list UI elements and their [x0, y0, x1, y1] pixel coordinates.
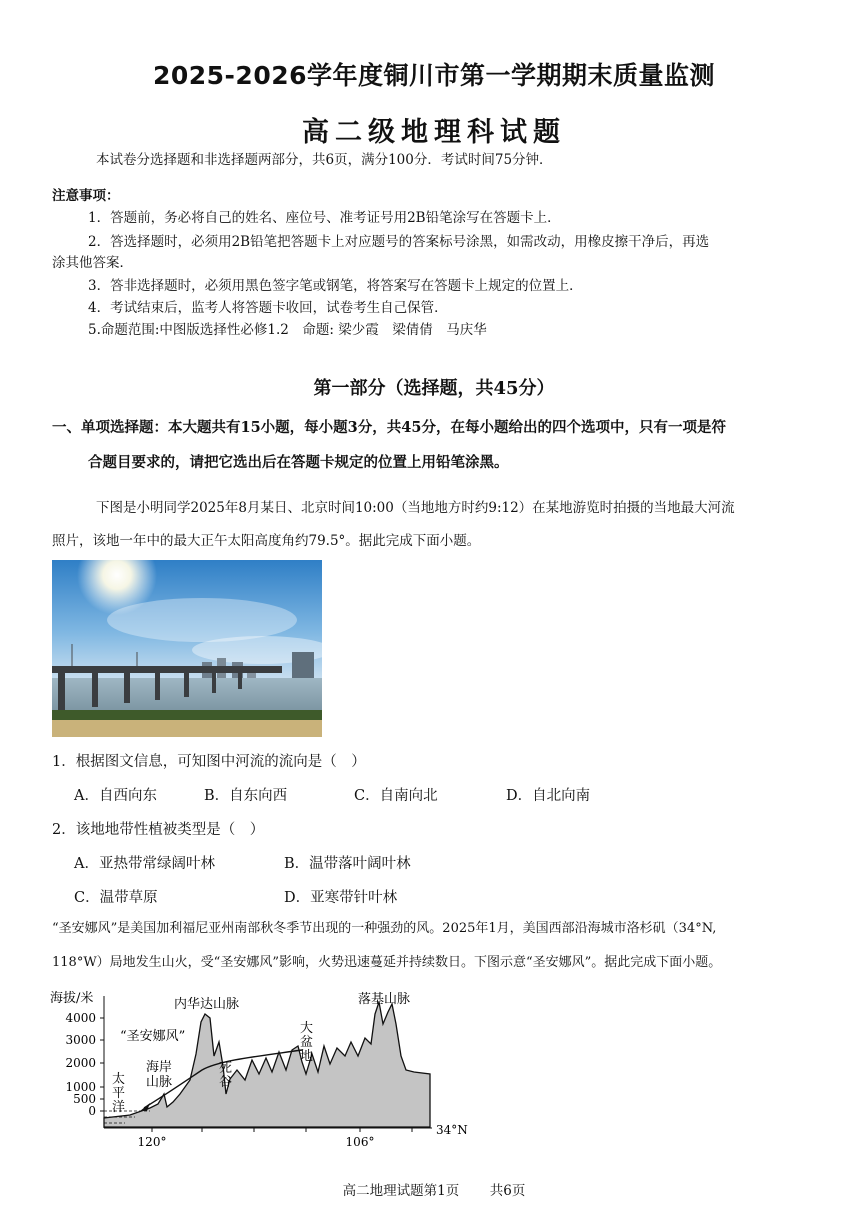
footer-page: 高二地理试题第1页 — [342, 1183, 460, 1199]
santa-ana-wind-diagram — [40, 984, 480, 1154]
q1-option-c[interactable]: C．自南向北 — [354, 788, 438, 804]
note-2-cont: 涂其他答案． — [52, 255, 133, 271]
note-2: 2．答选择题时，必须用2B铅笔把答题卡上对应题号的答案标号涂黑，如需改动，用橡皮擦干净后，再选 — [88, 234, 710, 250]
q2-option-a[interactable]: A．亚热带常绿阔叶林 — [74, 856, 215, 872]
nevada-label: 内华达山脉 — [174, 997, 240, 1012]
x-tick-106: 106° — [345, 1135, 375, 1149]
passage2-line1: “圣安娜风”是美国加利福尼亚州南部秋冬季节出现的一种强劲的风。2025年1月，美国西部沿海城市洛杉矶（34°N, — [52, 921, 717, 936]
passage1-line2: 照片，该地一年中的最大正午太阳高度角约79.5°。据此完成下面小题。 — [52, 533, 481, 549]
latitude-label: 34°N — [436, 1123, 468, 1137]
q2-option-b[interactable]: B．温带落叶阔叶林 — [284, 856, 411, 872]
part1-instructions-cont: 合题目要求的，请把它选出后在答题卡规定的位置上用铅笔涂黑。 — [88, 454, 509, 471]
x-tick-120: 120° — [137, 1135, 167, 1149]
note-1: 1．答题前，务必将自己的姓名、座位号、准考证号用2B铅笔涂写在答题卡上． — [88, 210, 561, 226]
death-valley-label: 死谷 — [219, 1061, 233, 1090]
q2-option-d[interactable]: D．亚寒带针叶林 — [284, 890, 398, 906]
intro-text: 本试卷分选择题和非选择题两部分，共6页，满分100分．考试时间75分钟． — [96, 152, 553, 168]
exam-title: 2025-2026学年度铜川市第一学期期末质量监测 — [152, 61, 716, 90]
y-axis-unit: 海拔/米 — [50, 991, 94, 1006]
passage2-line2: 118°W）局地发生山火，受“圣安娜风”影响，火势迅速蔓延并持续数日。下图示意“圣安娜风”。据此完成下面小题。 — [52, 955, 722, 970]
passage1-line1: 下图是小明同学2025年8月某日、北京时间10:00（当地地方时约9:12）在某地游览时拍摄的当地最大河流 — [96, 500, 735, 516]
footer-total: 共6页 — [489, 1183, 526, 1199]
exam-subtitle: 高二级地理科试题 — [302, 117, 566, 148]
river-photo — [52, 560, 322, 737]
q2-stem: 2．该地地带性植被类型是（ ） — [52, 822, 265, 838]
note-4: 4．考试结束后，监考人将答题卡收回，试卷考生自己保管． — [88, 300, 448, 316]
q1-stem: 1．根据图文信息，可知图中河流的流向是（ ） — [52, 754, 366, 770]
y-tick-2000: 2000 — [65, 1056, 96, 1070]
notes-heading: 注意事项： — [52, 188, 120, 204]
ocean-label: 太平洋 — [112, 1072, 126, 1115]
wind-label: “圣安娜风” — [120, 1029, 186, 1044]
y-tick-500: 500 — [73, 1092, 96, 1106]
coast-range-label: 海岸山脉 — [146, 1060, 173, 1090]
q1-option-a[interactable]: A．自西向东 — [74, 788, 157, 804]
rockies-label: 落基山脉 — [358, 992, 411, 1007]
q1-option-d[interactable]: D．自北向南 — [506, 788, 591, 804]
y-tick-0: 0 — [88, 1104, 96, 1118]
part1-instructions: 一、单项选择题：本大题共有15小题，每小题3分，共45分，在每小题给出的四个选项中，只有一项是符 — [52, 419, 726, 436]
y-tick-4000: 4000 — [65, 1011, 96, 1025]
part1-title: 第一部分（选择题，共45分） — [313, 378, 555, 399]
note-3: 3．答非选择题时，必须用黑色签字笔或钢笔，将答案写在答题卡上规定的位置上． — [88, 278, 583, 294]
note-5: 5.命题范围:中图版选择性必修1.2 命题: 梁少霞 梁倩倩 马庆华 — [88, 322, 487, 338]
great-basin-label: 大盆地 — [300, 1021, 314, 1064]
y-tick-1000: 1000 — [65, 1080, 96, 1094]
page-footer — [0, 1179, 868, 1199]
q1-option-b[interactable]: B．自东向西 — [204, 788, 288, 804]
q2-option-c[interactable]: C．温带草原 — [74, 890, 158, 906]
y-tick-3000: 3000 — [65, 1033, 96, 1047]
